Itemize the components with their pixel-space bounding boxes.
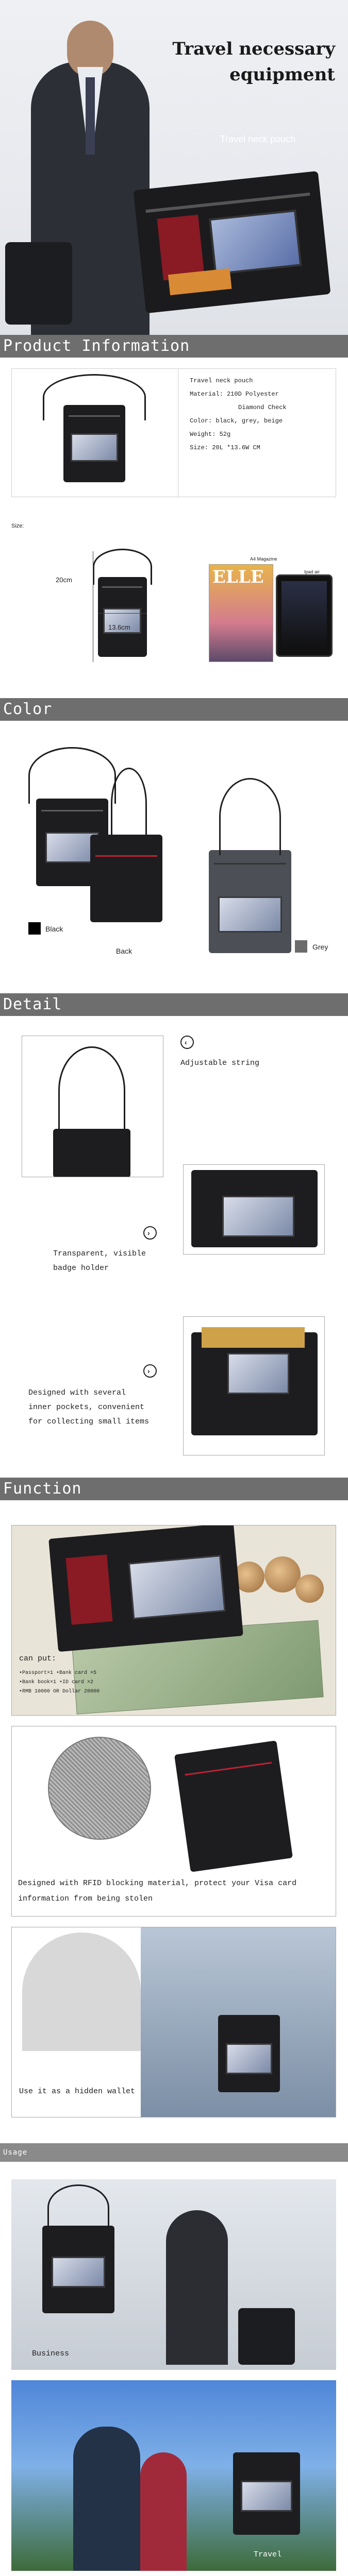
- section-header-usage: Usage: [0, 2143, 348, 2162]
- size-label: Size:: [11, 523, 24, 529]
- function-capacity-image: [11, 1525, 336, 1716]
- black-pouch-back: [90, 835, 162, 922]
- spec-material-pattern: Diamond Check: [238, 404, 287, 411]
- zipper: [214, 863, 286, 865]
- spec-weight: Weight: 52g: [190, 431, 231, 438]
- luggage: [238, 2308, 295, 2365]
- neck-strap: [219, 778, 281, 855]
- neck-strap: [47, 2184, 109, 2231]
- capacity-line1: •Passport×1 •Bank card ×5: [19, 1670, 97, 1676]
- hero-subtitle: Travel neck pouch: [220, 134, 296, 144]
- function-hidden-wallet-image: [11, 1927, 336, 2117]
- neck-strap: [28, 747, 116, 804]
- capacity-line3: •RMB 10000 OR Dollar 20000: [19, 1689, 100, 1694]
- adjustable-strap: [58, 1046, 125, 1134]
- section-header-product-info: Product Information: [0, 335, 348, 358]
- traveler-figure: [166, 2210, 228, 2365]
- function-rfid-image: [11, 1726, 336, 1917]
- passport-image: [157, 215, 204, 281]
- clear-window: [218, 896, 282, 933]
- coin: [295, 1574, 324, 1603]
- spec-name: Travel neck pouch: [190, 377, 253, 384]
- pouch: [42, 2226, 114, 2313]
- pouch: [48, 1525, 243, 1652]
- detail-pockets-image: [183, 1316, 325, 1455]
- usage-travel-label: Travel: [254, 2550, 282, 2559]
- neck-strap: [111, 768, 147, 840]
- shirt-illustration: [22, 1933, 141, 2051]
- hero-title: [170, 36, 335, 88]
- pouch: [218, 2015, 280, 2092]
- arrow-left-icon: ‹: [180, 1036, 194, 1049]
- detail-adjustable-string: Adjustable string: [180, 1059, 260, 1067]
- detail-badge-image: [183, 1164, 325, 1255]
- detail-pockets-line3: for collecting small items: [28, 1417, 150, 1426]
- pouch: [191, 1332, 318, 1435]
- ipad-image: [276, 574, 333, 657]
- clear-window: [227, 1353, 289, 1394]
- zipper: [69, 415, 120, 417]
- magazine-masthead: ELLE: [212, 567, 264, 587]
- width-value: 13.6cm: [108, 623, 130, 631]
- hero-banner: [0, 0, 348, 335]
- spec-list: [190, 374, 287, 454]
- spec-color: Color: black, grey, beige: [190, 417, 283, 425]
- clear-window: [241, 2481, 292, 2512]
- clear-window: [209, 210, 302, 275]
- spec-material: Material: 210D Polyester: [190, 391, 279, 398]
- rfid-description: Designed with RFID blocking material, protect your Visa card information from being stolen: [18, 1879, 297, 1903]
- rfid-stripe: [95, 855, 157, 857]
- product-pouch-image: [63, 405, 125, 482]
- grey-label: Grey: [312, 943, 328, 951]
- arrow-right-icon: ›: [143, 1364, 157, 1378]
- magazine-caption: A4 Magazine: [250, 556, 277, 562]
- section-header-color: Color: [0, 698, 348, 721]
- banknotes: [202, 1327, 305, 1348]
- hero-title-line2: equipment: [229, 64, 335, 85]
- usage-travel-photo: [11, 2380, 336, 2571]
- tie: [86, 77, 95, 155]
- detail-strap-image: [22, 1036, 163, 1177]
- grey-swatch: [295, 940, 307, 953]
- usage-business-photo: [11, 2179, 336, 2370]
- rfid-stripe: [185, 1762, 272, 1776]
- detail-badge-line2: badge holder: [53, 1264, 109, 1273]
- spec-size: Size: 20L *13.6W CM: [190, 444, 260, 451]
- clear-window: [128, 1555, 226, 1619]
- arrow-right-icon: ›: [143, 1226, 157, 1240]
- hiker-figure: [73, 2427, 140, 2571]
- zipper: [41, 810, 103, 811]
- detail-inner-pockets: [28, 1386, 149, 1429]
- clear-window: [71, 433, 118, 462]
- neck-strap: [43, 374, 146, 420]
- zipper: [102, 586, 142, 588]
- hidden-wallet-text: Use it as a hidden wallet: [19, 2087, 136, 2096]
- detail-badge-line1: Transparent, visible: [53, 1249, 146, 1258]
- pouch: [191, 1170, 318, 1247]
- suitcase-image: [5, 242, 72, 325]
- capacity-list: [19, 1669, 100, 1697]
- can-put-label: can put:: [19, 1654, 57, 1663]
- detail-pockets-line1: Designed with several: [28, 1388, 126, 1397]
- back-label: Back: [116, 947, 132, 955]
- size-pouch-image: [98, 577, 147, 657]
- width-dimension-line: [98, 613, 147, 614]
- passport-image: [65, 1554, 112, 1624]
- hero-title-line1: Travel necessary: [172, 39, 335, 59]
- ipad-screen: [281, 581, 327, 648]
- detail-badge-holder: [28, 1247, 146, 1276]
- magazine-image: [209, 564, 273, 662]
- detail-pockets-line2: inner pockets, convenient: [28, 1403, 145, 1412]
- pouch: [233, 2452, 300, 2535]
- rfid-mesh-closeup: [48, 1737, 151, 1840]
- grey-pouch: [209, 850, 291, 953]
- height-value: 20cm: [56, 576, 72, 584]
- section-header-detail: Detail: [0, 993, 348, 1016]
- capacity-line2: •Bank book×1 •ID card ×2: [19, 1680, 94, 1685]
- hero-pouch-image: [133, 171, 330, 313]
- neck-strap: [93, 549, 152, 585]
- clear-window: [226, 2043, 272, 2074]
- clear-window: [52, 2257, 105, 2287]
- usage-business-label: Business: [32, 2349, 70, 2358]
- black-label: Black: [45, 925, 63, 933]
- product-info-box: [11, 368, 336, 497]
- ipad-caption: Ipad air: [304, 569, 320, 574]
- pouch: [174, 1740, 293, 1872]
- clear-window: [222, 1196, 294, 1237]
- pouch: [53, 1129, 130, 1177]
- zipper: [146, 193, 310, 213]
- section-header-function: Function: [0, 1478, 348, 1500]
- hiker-figure: [140, 2452, 187, 2571]
- black-swatch: [28, 922, 41, 935]
